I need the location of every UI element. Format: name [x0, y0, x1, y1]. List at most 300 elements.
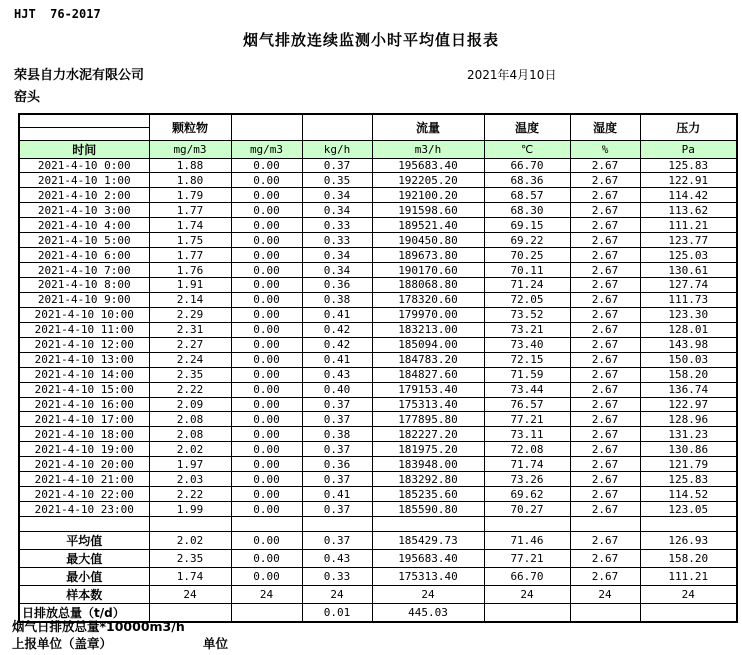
value-cell: 0.33 — [302, 567, 372, 585]
value-cell: 2.03 — [149, 472, 231, 487]
value-cell: 185590.80 — [372, 502, 484, 517]
value-cell: 2.22 — [149, 382, 231, 397]
value-cell: 128.96 — [640, 412, 737, 427]
value-cell: 0.34 — [302, 248, 372, 263]
column-group-header-flow: 流量 — [372, 114, 484, 140]
value-cell: 2.67 — [570, 292, 640, 307]
value-cell: 125.03 — [640, 248, 737, 263]
row-label-cell: 2021-4-10 8:00 — [19, 278, 149, 293]
value-cell: 2.29 — [149, 307, 231, 322]
value-cell: 71.24 — [484, 278, 570, 293]
table-row — [19, 188, 737, 203]
table-row — [19, 263, 737, 278]
value-cell: 175313.40 — [372, 397, 484, 412]
value-cell: 2.14 — [149, 292, 231, 307]
value-cell: 1.76 — [149, 263, 231, 278]
row-label-cell: 2021-4-10 11:00 — [19, 322, 149, 337]
value-cell: 2.67 — [570, 397, 640, 412]
value-cell: 2.67 — [570, 188, 640, 203]
value-cell: 0.00 — [231, 487, 302, 502]
time-header: 时间 — [19, 140, 149, 158]
row-label-cell: 2021-4-10 0:00 — [19, 158, 149, 173]
value-cell: 2.67 — [570, 337, 640, 352]
value-cell: 125.83 — [640, 472, 737, 487]
value-cell: 185235.60 — [372, 487, 484, 502]
value-cell: 181975.20 — [372, 442, 484, 457]
value-cell: 0.00 — [231, 367, 302, 382]
table-row — [19, 502, 737, 517]
row-label-cell: 最大值 — [19, 549, 149, 567]
unit-cell-pressure: Pa — [640, 140, 737, 158]
row-label-cell: 2021-4-10 14:00 — [19, 367, 149, 382]
value-cell: 0.37 — [302, 531, 372, 549]
value-cell: 192100.20 — [372, 188, 484, 203]
summary-rows — [19, 531, 737, 622]
column-group-header-particulate: 颗粒物 — [149, 114, 231, 140]
value-cell: 0.01 — [302, 603, 372, 622]
blank-cell — [372, 517, 484, 532]
value-cell: 1.74 — [149, 567, 231, 585]
value-cell: 0.00 — [231, 502, 302, 517]
row-label-cell: 2021-4-10 5:00 — [19, 233, 149, 248]
value-cell: 2.67 — [570, 442, 640, 457]
value-cell: 66.70 — [484, 158, 570, 173]
value-cell: 24 — [372, 585, 484, 603]
unit-cell-flow: m3/h — [372, 140, 484, 158]
table-row — [19, 352, 737, 367]
value-cell: 2.35 — [149, 367, 231, 382]
value-cell: 0.34 — [302, 263, 372, 278]
value-cell: 183948.00 — [372, 457, 484, 472]
value-cell: 0.00 — [231, 203, 302, 218]
blank-cell — [149, 517, 231, 532]
value-cell: 0.43 — [302, 367, 372, 382]
table-row — [19, 248, 737, 263]
company-name: 荣县自力水泥有限公司 — [14, 68, 145, 83]
value-cell: 72.05 — [484, 292, 570, 307]
column-group-header-humidity: 湿度 — [570, 114, 640, 140]
row-label-cell: 平均值 — [19, 531, 149, 549]
value-cell: 114.52 — [640, 487, 737, 502]
value-cell: 77.21 — [484, 549, 570, 567]
summary-row — [19, 531, 737, 549]
value-cell: 0.00 — [231, 233, 302, 248]
table-row — [19, 307, 737, 322]
value-cell: 0.00 — [231, 248, 302, 263]
value-cell: 0.37 — [302, 502, 372, 517]
value-cell: 1.97 — [149, 457, 231, 472]
value-cell: 0.00 — [231, 158, 302, 173]
value-cell: 0.37 — [302, 158, 372, 173]
summary-row — [19, 567, 737, 585]
unit-cell-pm-concentration-2: mg/m3 — [231, 140, 302, 158]
column-group-header-temperature: 温度 — [484, 114, 570, 140]
value-cell: 111.73 — [640, 292, 737, 307]
row-label-cell: 样本数 — [19, 585, 149, 603]
value-cell: 184783.20 — [372, 352, 484, 367]
blank-row — [19, 517, 737, 532]
value-cell: 2.67 — [570, 203, 640, 218]
value-cell: 2.67 — [570, 248, 640, 263]
value-cell: 2.67 — [570, 218, 640, 233]
table-row — [19, 233, 737, 248]
value-cell: 0.40 — [302, 382, 372, 397]
row-label-cell: 2021-4-10 1:00 — [19, 173, 149, 188]
value-cell: 73.26 — [484, 472, 570, 487]
value-cell: 70.11 — [484, 263, 570, 278]
value-cell: 122.91 — [640, 173, 737, 188]
value-cell: 0.00 — [231, 531, 302, 549]
table-row — [19, 487, 737, 502]
value-cell — [570, 603, 640, 622]
value-cell: 73.40 — [484, 337, 570, 352]
value-cell: 0.33 — [302, 218, 372, 233]
row-label-cell: 2021-4-10 16:00 — [19, 397, 149, 412]
value-cell: 69.62 — [484, 487, 570, 502]
column-group-header-pressure: 压力 — [640, 114, 737, 140]
row-label-cell: 日排放总量（t/d） — [19, 603, 149, 622]
row-label-cell: 2021-4-10 2:00 — [19, 188, 149, 203]
table-row — [19, 397, 737, 412]
corner-cell-top — [19, 114, 149, 127]
value-cell: 68.30 — [484, 203, 570, 218]
value-cell: 184827.60 — [372, 367, 484, 382]
value-cell: 190170.60 — [372, 263, 484, 278]
value-cell: 2.67 — [570, 352, 640, 367]
value-cell: 0.00 — [231, 442, 302, 457]
value-cell: 0.41 — [302, 487, 372, 502]
value-cell: 0.00 — [231, 382, 302, 397]
value-cell: 113.62 — [640, 203, 737, 218]
value-cell: 0.36 — [302, 457, 372, 472]
value-cell: 72.08 — [484, 442, 570, 457]
value-cell: 77.21 — [484, 412, 570, 427]
row-label-cell: 2021-4-10 19:00 — [19, 442, 149, 457]
table-row — [19, 322, 737, 337]
value-cell: 150.03 — [640, 352, 737, 367]
value-cell: 69.22 — [484, 233, 570, 248]
value-cell: 24 — [231, 585, 302, 603]
value-cell: 0.00 — [231, 549, 302, 567]
value-cell: 191598.60 — [372, 203, 484, 218]
value-cell: 121.79 — [640, 457, 737, 472]
footer-signature-line — [12, 634, 412, 652]
value-cell: 2.22 — [149, 487, 231, 502]
value-cell: 123.30 — [640, 307, 737, 322]
value-cell: 136.74 — [640, 382, 737, 397]
value-cell: 70.25 — [484, 248, 570, 263]
value-cell: 2.67 — [570, 487, 640, 502]
value-cell: 0.00 — [231, 427, 302, 442]
value-cell: 1.77 — [149, 203, 231, 218]
value-cell: 177895.80 — [372, 412, 484, 427]
value-cell: 123.77 — [640, 233, 737, 248]
value-cell: 111.21 — [640, 567, 737, 585]
separator — [19, 517, 737, 532]
blank-cell — [640, 517, 737, 532]
value-cell: 0.00 — [231, 322, 302, 337]
table-header — [19, 114, 737, 158]
row-label-cell: 2021-4-10 7:00 — [19, 263, 149, 278]
value-cell: 0.00 — [231, 412, 302, 427]
value-cell: 2.02 — [149, 531, 231, 549]
value-cell: 185429.73 — [372, 531, 484, 549]
table-row — [19, 278, 737, 293]
value-cell: 127.74 — [640, 278, 737, 293]
table-row — [19, 382, 737, 397]
value-cell: 0.00 — [231, 173, 302, 188]
value-cell: 0.33 — [302, 233, 372, 248]
value-cell: 2.67 — [570, 158, 640, 173]
value-cell: 0.36 — [302, 278, 372, 293]
summary-row — [19, 549, 737, 567]
blank-cell — [570, 517, 640, 532]
footer-note: 烟气日排放总量*10000m3/h — [12, 619, 185, 634]
table-row — [19, 292, 737, 307]
row-label-cell: 2021-4-10 22:00 — [19, 487, 149, 502]
value-cell: 158.20 — [640, 549, 737, 567]
group-header-row — [19, 114, 737, 127]
unit-cell-humidity: % — [570, 140, 640, 158]
value-cell: 24 — [149, 585, 231, 603]
value-cell: 2.35 — [149, 549, 231, 567]
row-label-cell: 2021-4-10 12:00 — [19, 337, 149, 352]
value-cell: 73.21 — [484, 322, 570, 337]
value-cell: 158.20 — [640, 367, 737, 382]
value-cell: 1.79 — [149, 188, 231, 203]
value-cell: 2.08 — [149, 427, 231, 442]
value-cell: 0.00 — [231, 263, 302, 278]
value-cell: 72.15 — [484, 352, 570, 367]
value-cell: 76.57 — [484, 397, 570, 412]
value-cell: 1.99 — [149, 502, 231, 517]
value-cell: 179153.40 — [372, 382, 484, 397]
value-cell: 1.77 — [149, 248, 231, 263]
value-cell: 1.91 — [149, 278, 231, 293]
value-cell: 73.11 — [484, 427, 570, 442]
value-cell: 2.67 — [570, 457, 640, 472]
value-cell: 130.61 — [640, 263, 737, 278]
value-cell: 0.00 — [231, 397, 302, 412]
value-cell: 0.38 — [302, 292, 372, 307]
value-cell: 1.88 — [149, 158, 231, 173]
row-label-cell: 2021-4-10 17:00 — [19, 412, 149, 427]
value-cell: 0.35 — [302, 173, 372, 188]
table-row — [19, 173, 737, 188]
value-cell: 2.08 — [149, 412, 231, 427]
table-row — [19, 472, 737, 487]
value-cell: 183213.00 — [372, 322, 484, 337]
unit-row — [19, 140, 737, 158]
row-label-cell: 2021-4-10 10:00 — [19, 307, 149, 322]
value-cell: 2.67 — [570, 472, 640, 487]
blank-cell — [484, 517, 570, 532]
value-cell: 24 — [570, 585, 640, 603]
row-label-cell: 最小值 — [19, 567, 149, 585]
value-cell: 71.59 — [484, 367, 570, 382]
table-row — [19, 337, 737, 352]
value-cell: 2.02 — [149, 442, 231, 457]
column-group-header-empty-1 — [231, 114, 302, 140]
value-cell: 0.00 — [231, 278, 302, 293]
value-cell: 68.36 — [484, 173, 570, 188]
value-cell: 0.34 — [302, 203, 372, 218]
row-label-cell: 2021-4-10 4:00 — [19, 218, 149, 233]
value-cell — [231, 603, 302, 622]
unit-label: 单位 — [203, 636, 229, 651]
value-cell: 0.37 — [302, 412, 372, 427]
value-cell: 0.42 — [302, 337, 372, 352]
value-cell: 130.86 — [640, 442, 737, 457]
unit-cell-pm-rate: kg/h — [302, 140, 372, 158]
monitoring-point: 窑头 — [14, 90, 41, 105]
row-label-cell: 2021-4-10 6:00 — [19, 248, 149, 263]
value-cell: 0.37 — [302, 442, 372, 457]
value-cell: 0.37 — [302, 397, 372, 412]
value-cell: 128.01 — [640, 322, 737, 337]
value-cell: 0.00 — [231, 188, 302, 203]
table-row — [19, 218, 737, 233]
value-cell: 2.67 — [570, 307, 640, 322]
value-cell: 195683.40 — [372, 158, 484, 173]
value-cell: 190450.80 — [372, 233, 484, 248]
value-cell: 73.52 — [484, 307, 570, 322]
value-cell: 2.67 — [570, 549, 640, 567]
value-cell: 2.67 — [570, 278, 640, 293]
value-cell: 69.15 — [484, 218, 570, 233]
value-cell: 70.27 — [484, 502, 570, 517]
row-label-cell: 2021-4-10 20:00 — [19, 457, 149, 472]
value-cell: 175313.40 — [372, 567, 484, 585]
blank-cell — [19, 517, 149, 532]
unit-cell-pm-concentration: mg/m3 — [149, 140, 231, 158]
row-label-cell: 2021-4-10 3:00 — [19, 203, 149, 218]
report-unit-label: 上报单位（盖章） — [12, 636, 113, 651]
value-cell — [484, 603, 570, 622]
value-cell: 111.21 — [640, 218, 737, 233]
value-cell: 2.31 — [149, 322, 231, 337]
value-cell: 68.57 — [484, 188, 570, 203]
corner-cell-bottom — [19, 127, 149, 140]
value-cell: 0.41 — [302, 352, 372, 367]
value-cell: 2.67 — [570, 567, 640, 585]
value-cell: 0.38 — [302, 427, 372, 442]
value-cell: 126.93 — [640, 531, 737, 549]
summary-row — [19, 585, 737, 603]
value-cell: 2.67 — [570, 322, 640, 337]
value-cell: 2.67 — [570, 233, 640, 248]
value-cell: 0.43 — [302, 549, 372, 567]
value-cell: 0.00 — [231, 292, 302, 307]
value-cell: 189521.40 — [372, 218, 484, 233]
row-label-cell: 2021-4-10 18:00 — [19, 427, 149, 442]
report-title: 烟气排放连续监测小时平均值日报表 — [242, 31, 499, 49]
value-cell: 0.00 — [231, 472, 302, 487]
table-row — [19, 442, 737, 457]
table-row — [19, 412, 737, 427]
value-cell — [640, 603, 737, 622]
value-cell: 24 — [640, 585, 737, 603]
value-cell: 123.05 — [640, 502, 737, 517]
blank-cell — [302, 517, 372, 532]
value-cell: 195683.40 — [372, 549, 484, 567]
value-cell: 189673.80 — [372, 248, 484, 263]
value-cell: 0.00 — [231, 457, 302, 472]
value-cell: 71.74 — [484, 457, 570, 472]
value-cell: 183292.80 — [372, 472, 484, 487]
table-row — [19, 158, 737, 173]
value-cell: 2.24 — [149, 352, 231, 367]
value-cell: 1.75 — [149, 233, 231, 248]
value-cell: 2.67 — [570, 531, 640, 549]
value-cell: 0.00 — [231, 352, 302, 367]
value-cell: 2.67 — [570, 367, 640, 382]
value-cell: 0.37 — [302, 472, 372, 487]
value-cell: 2.67 — [570, 263, 640, 278]
column-group-header-empty-2 — [302, 114, 372, 140]
value-cell: 114.42 — [640, 188, 737, 203]
value-cell: 1.80 — [149, 173, 231, 188]
value-cell: 24 — [484, 585, 570, 603]
value-cell: 122.97 — [640, 397, 737, 412]
value-cell: 0.00 — [231, 218, 302, 233]
value-cell: 2.67 — [570, 382, 640, 397]
value-cell: 24 — [302, 585, 372, 603]
blank-cell — [231, 517, 302, 532]
value-cell: 0.41 — [302, 307, 372, 322]
report-date: 2021年4月10日 — [467, 68, 557, 82]
value-cell: 0.00 — [231, 307, 302, 322]
value-cell: 2.67 — [570, 502, 640, 517]
value-cell: 179970.00 — [372, 307, 484, 322]
value-cell: 71.46 — [484, 531, 570, 549]
value-cell: 66.70 — [484, 567, 570, 585]
doc-code: HJT 76-2017 — [14, 7, 101, 21]
value-cell: 2.27 — [149, 337, 231, 352]
value-cell: 192205.20 — [372, 173, 484, 188]
value-cell: 125.83 — [640, 158, 737, 173]
value-cell: 1.74 — [149, 218, 231, 233]
value-cell: 0.42 — [302, 322, 372, 337]
value-cell: 0.00 — [231, 337, 302, 352]
value-cell: 185094.00 — [372, 337, 484, 352]
emissions-table — [18, 113, 738, 623]
value-cell: 131.23 — [640, 427, 737, 442]
value-cell: 2.67 — [570, 427, 640, 442]
row-label-cell: 2021-4-10 15:00 — [19, 382, 149, 397]
value-cell: 73.44 — [484, 382, 570, 397]
row-label-cell: 2021-4-10 9:00 — [19, 292, 149, 307]
value-cell: 445.03 — [372, 603, 484, 622]
value-cell: 2.67 — [570, 412, 640, 427]
value-cell: 178320.60 — [372, 292, 484, 307]
table-row — [19, 457, 737, 472]
table-row — [19, 203, 737, 218]
value-cell: 2.09 — [149, 397, 231, 412]
value-cell: 0.34 — [302, 188, 372, 203]
table-row — [19, 427, 737, 442]
row-label-cell: 2021-4-10 23:00 — [19, 502, 149, 517]
value-cell: 143.98 — [640, 337, 737, 352]
value-cell: 2.67 — [570, 173, 640, 188]
value-cell: 188068.80 — [372, 278, 484, 293]
table-row — [19, 367, 737, 382]
unit-cell-temperature: ℃ — [484, 140, 570, 158]
data-rows — [19, 158, 737, 517]
value-cell: 182227.20 — [372, 427, 484, 442]
value-cell: 0.00 — [231, 567, 302, 585]
row-label-cell: 2021-4-10 21:00 — [19, 472, 149, 487]
